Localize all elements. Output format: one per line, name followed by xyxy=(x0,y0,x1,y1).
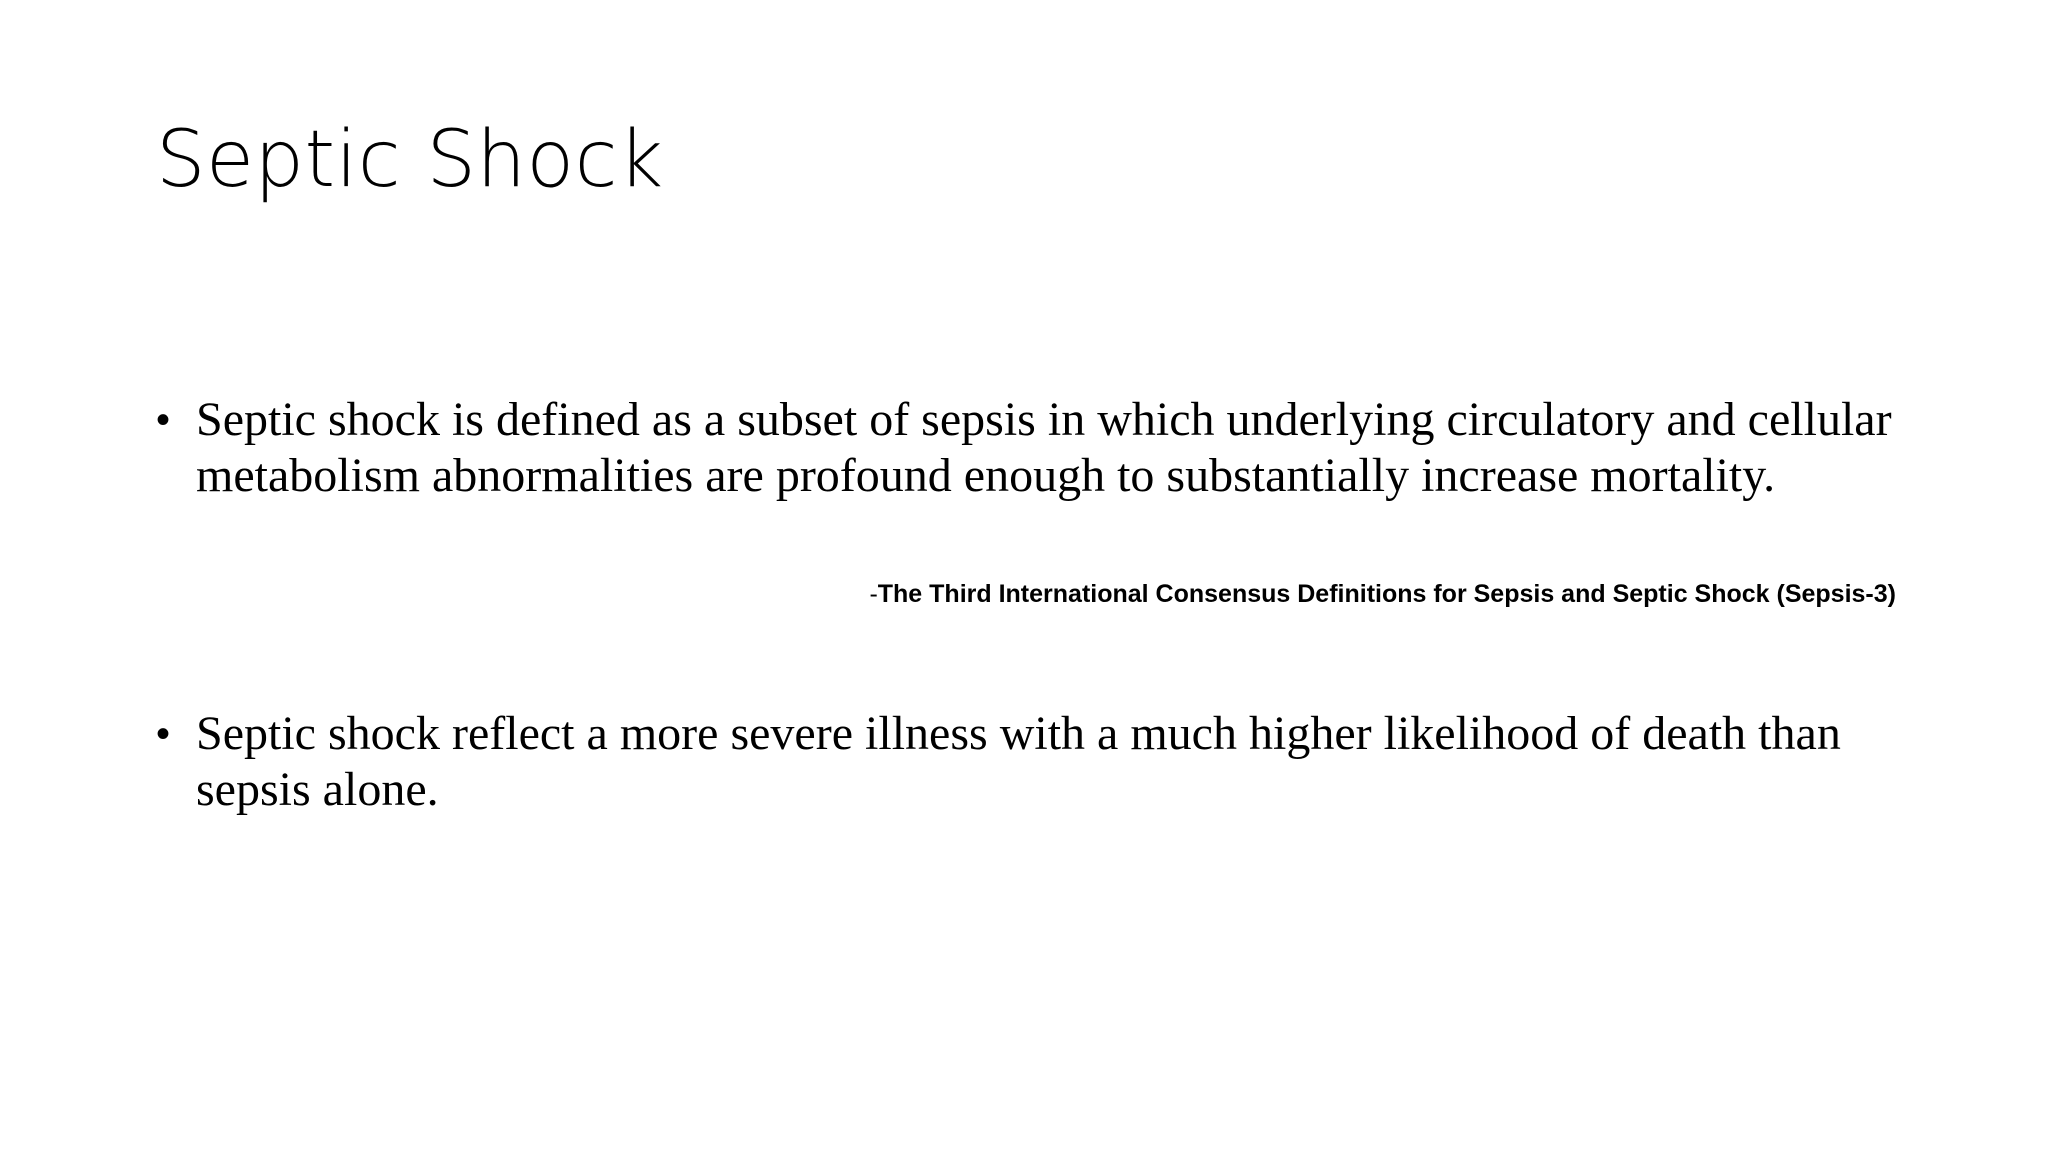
slide-title: Septic Shock xyxy=(156,115,664,205)
bullet-row xyxy=(156,392,1916,504)
bullet-item-severity xyxy=(156,706,1916,818)
bullet-text: Septic shock is defined as a subset of sepsis in which underlying circulatory and cellular metabolism abnormalities are profound enough to substantially increase mortality. xyxy=(196,393,1892,502)
bullet-text: Septic shock reflect a more severe illness with a much higher likelihood of death than sepsis alone. xyxy=(196,707,1841,816)
bullet-row xyxy=(156,706,1916,818)
bullet-marker: • xyxy=(156,398,171,442)
citation-dash: - xyxy=(869,580,878,608)
bullet-item-definition xyxy=(156,392,1916,504)
citation xyxy=(869,578,1896,610)
bullet-marker: • xyxy=(156,712,171,756)
citation-source: The Third International Consensus Definitions for Sepsis and Septic Shock (Sepsis-3) xyxy=(877,580,1896,608)
